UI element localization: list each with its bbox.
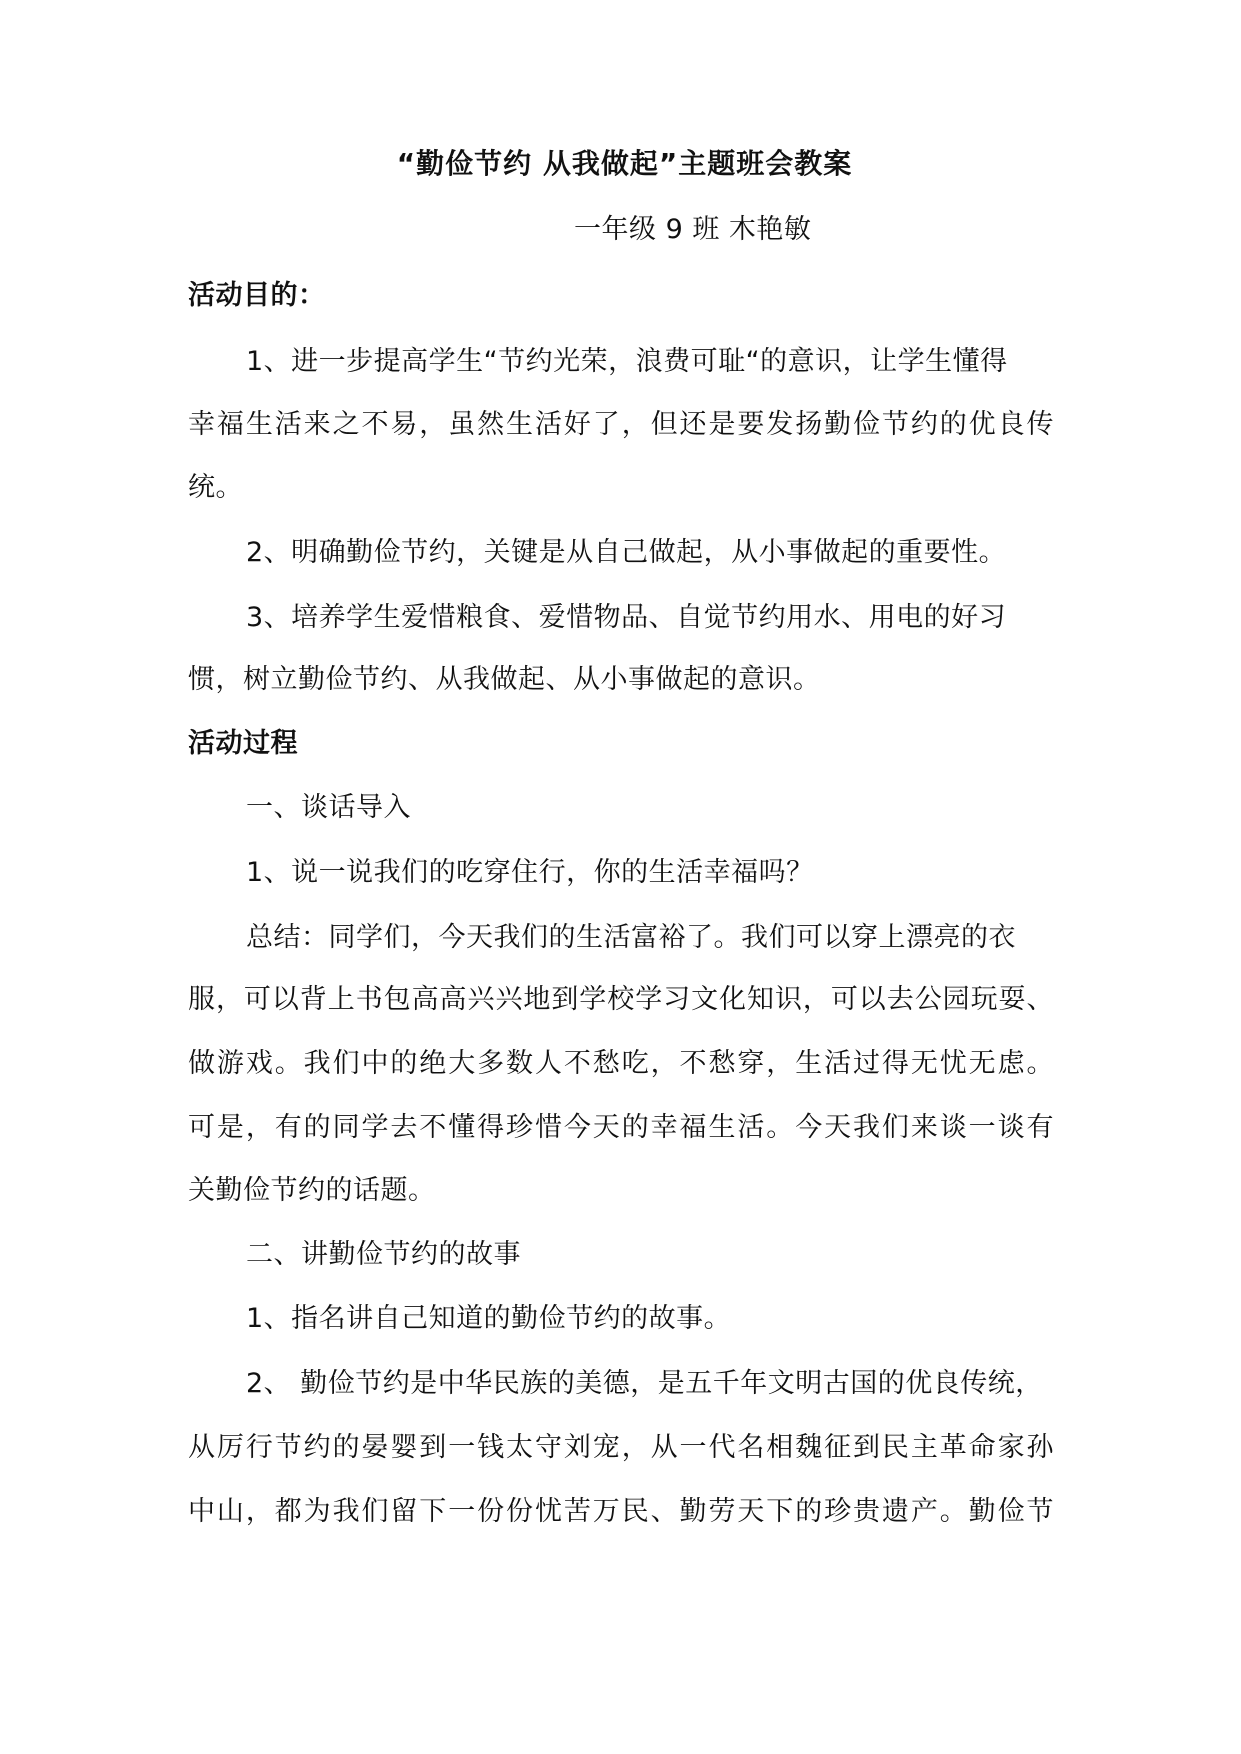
document-author: 一年级 9 班 木艳敏 xyxy=(574,214,812,245)
paragraph-line: 做游戏。我们中的绝大多数人不愁吃，不愁穿，生活过得无忧无虑。 xyxy=(188,1048,1054,1079)
section-heading: 二、讲勤俭节约的故事 xyxy=(246,1239,521,1270)
paragraph-line: 3、培养学生爱惜粮食、爱惜物品、自觉节约用水、用电的好习 xyxy=(246,602,1007,633)
paragraph-line: 1、说一说我们的吃穿住行，你的生活幸福吗？ xyxy=(246,857,814,888)
paragraph-line: 2、 勤俭节约是中华民族的美德，是五千年文明古国的优良传统， xyxy=(246,1368,1043,1399)
paragraph-line: 统。 xyxy=(188,472,243,503)
paragraph-line: 总结：同学们，今天我们的生活富裕了。我们可以穿上漂亮的衣 xyxy=(246,922,1016,953)
paragraph-line: 服，可以背上书包高高兴兴地到学校学习文化知识，可以去公园玩耍、 xyxy=(188,984,1054,1015)
paragraph-line: 中山，都为我们留下一份份忧苦万民、勤劳天下的珍贵遗产。勤俭节 xyxy=(188,1496,1054,1527)
process-heading: 活动过程 xyxy=(188,728,298,759)
paragraph-line: 2、明确勤俭节约，关键是从自己做起，从小事做起的重要性。 xyxy=(246,537,1007,568)
document-title: “勤俭节约 从我做起”主题班会教案 xyxy=(396,147,853,180)
paragraph-line: 关勤俭节约的话题。 xyxy=(188,1175,436,1206)
purpose-heading: 活动目的： xyxy=(188,280,326,311)
paragraph-line: 可是，有的同学去不懂得珍惜今天的幸福生活。今天我们来谈一谈有 xyxy=(188,1112,1054,1143)
paragraph-line: 1、进一步提高学生“节约光荣，浪费可耻“的意识，让学生懂得 xyxy=(246,346,1008,377)
paragraph-line: 1、指名讲自己知道的勤俭节约的故事。 xyxy=(246,1303,732,1334)
paragraph-line: 幸福生活来之不易，虽然生活好了，但还是要发扬勤俭节约的优良传 xyxy=(188,409,1054,440)
paragraph-line: 从厉行节约的晏婴到一钱太守刘宠，从一代名相魏征到民主革命家孙 xyxy=(188,1432,1054,1463)
paragraph-line: 惯，树立勤俭节约、从我做起、从小事做起的意识。 xyxy=(188,664,821,695)
section-heading: 一、谈话导入 xyxy=(246,792,411,823)
